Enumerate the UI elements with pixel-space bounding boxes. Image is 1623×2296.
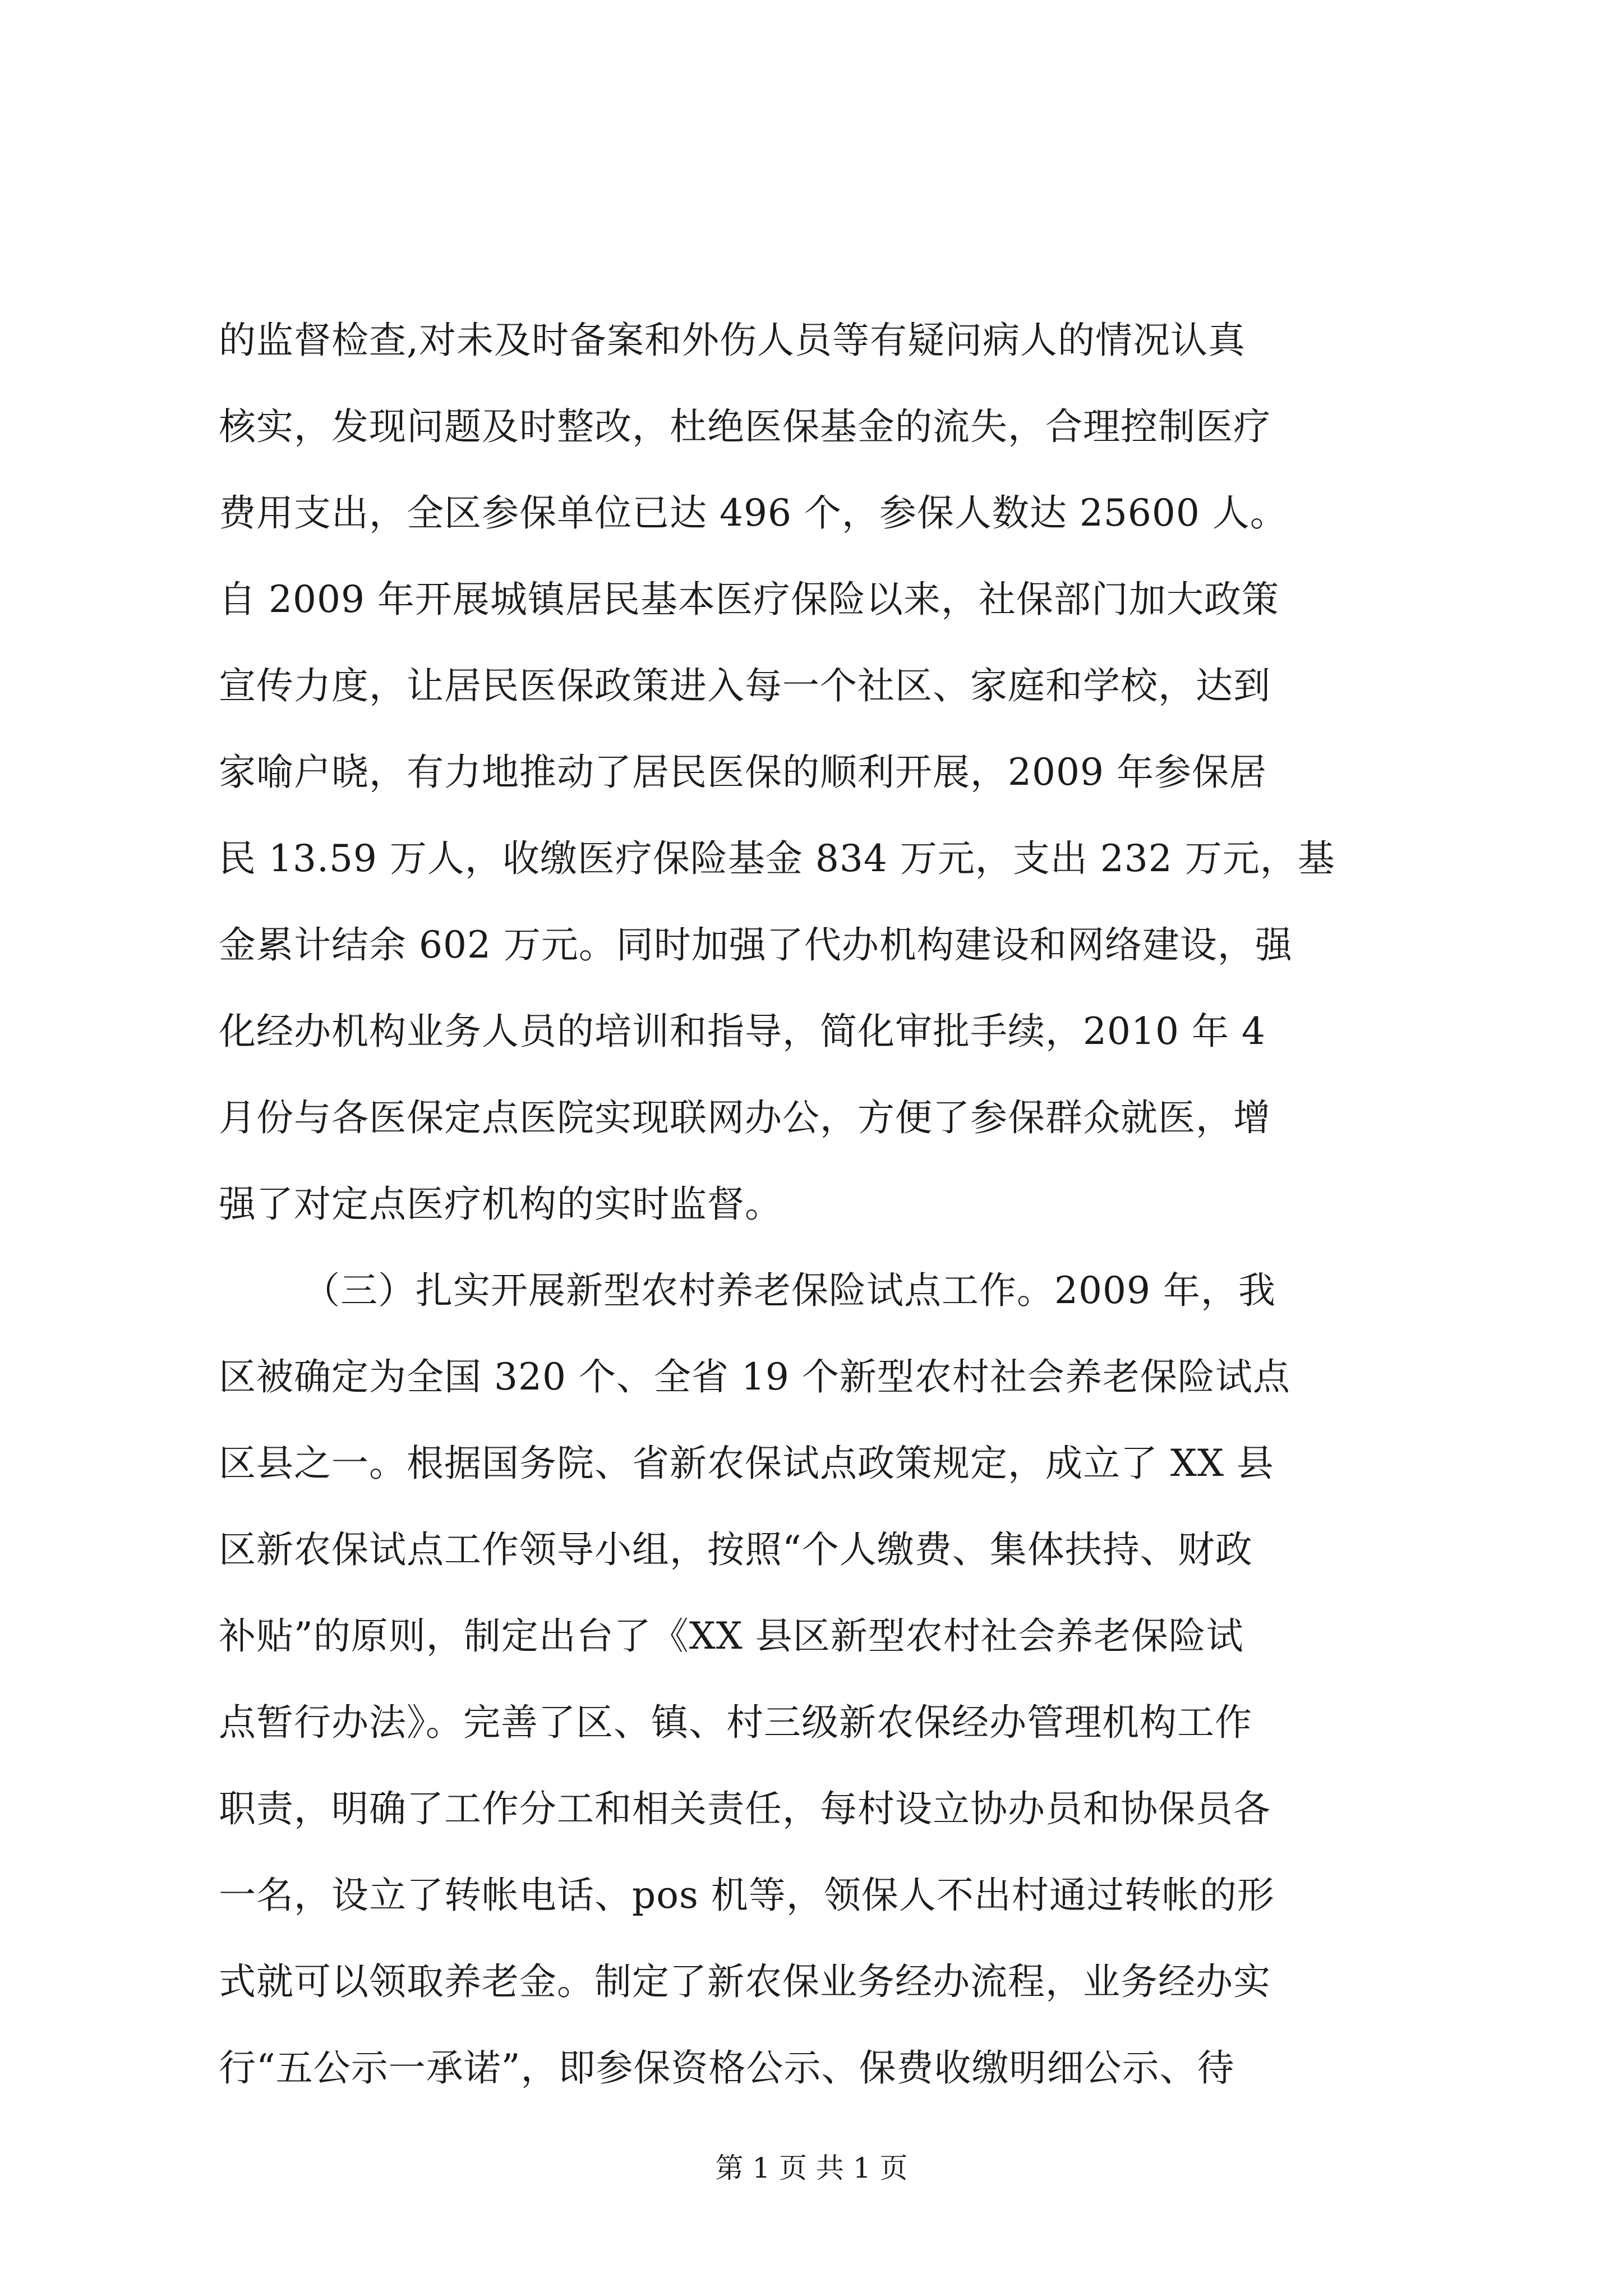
text-line: 金累计结余 602 万元。同时加强了代办机构建设和网络建设，强 bbox=[219, 923, 1293, 967]
text-line: 区被确定为全国 320 个、全省 19 个新型农村社会养老保险试点 bbox=[219, 1355, 1290, 1398]
text-line: 点暂行办法》。完善了区、镇、村三级新农保经办管理机构工作 bbox=[219, 1701, 1252, 1744]
text-line: 一名，设立了转帐电话、pos 机等，领保人不出村通过转帐的形 bbox=[219, 1874, 1275, 1917]
text-line: 职责，明确了工作分工和相关责任，每村设立协办员和协保员各 bbox=[219, 1787, 1271, 1830]
text-line: 强了对定点医疗机构的实时监督。 bbox=[219, 1182, 782, 1226]
text-line: 区新农保试点工作领导小组，按照“个人缴费、集体扶持、财政 bbox=[219, 1528, 1253, 1571]
text-line: 式就可以领取养老金。制定了新农保业务经办流程，业务经办实 bbox=[219, 1960, 1271, 2003]
text-line: 的监督检查,对未及时备案和外伤人员等有疑问病人的情况认真 bbox=[219, 319, 1246, 362]
text-line: 核实，发现问题及时整改，杜绝医保基金的流失，合理控制医疗 bbox=[219, 405, 1271, 448]
text-line: 费用支出，全区参保单位已达 496 个，参保人数达 25600 人。 bbox=[219, 491, 1288, 535]
page-number: 第 1 页 共 1 页 bbox=[715, 2152, 908, 2184]
text-line: 月份与各医保定点医院实现联网办公，方便了参保群众就医，增 bbox=[219, 1096, 1271, 1139]
text-line: 区县之一。根据国务院、省新农保试点政策规定，成立了 XX 县 bbox=[219, 1442, 1274, 1485]
page-footer bbox=[0, 2151, 1623, 2185]
text-line: 家喻户晓，有力地推动了居民医保的顺利开展，2009 年参保居 bbox=[219, 751, 1267, 794]
text-line: 化经办机构业务人员的培训和指导，简化审批手续，2010 年 4 bbox=[219, 1010, 1266, 1053]
body-text bbox=[219, 297, 1419, 2111]
text-line: 自 2009 年开展城镇居民基本医疗保险以来，社保部门加大政策 bbox=[219, 578, 1279, 621]
section-heading-line: （三）扎实开展新型农村养老保险试点工作。2009 年，我 bbox=[303, 1269, 1276, 1312]
text-line: 行“五公示一承诺”，即参保资格公示、保费收缴明细公示、待 bbox=[219, 2046, 1235, 2090]
text-line: 补贴”的原则，制定出台了《XX 县区新型农村社会养老保险试 bbox=[219, 1614, 1244, 1658]
text-line: 民 13.59 万人，收缴医疗保险基金 834 万元，支出 232 万元，基 bbox=[219, 837, 1335, 880]
text-line: 宣传力度，让居民医保政策进入每一个社区、家庭和学校，达到 bbox=[219, 664, 1271, 707]
